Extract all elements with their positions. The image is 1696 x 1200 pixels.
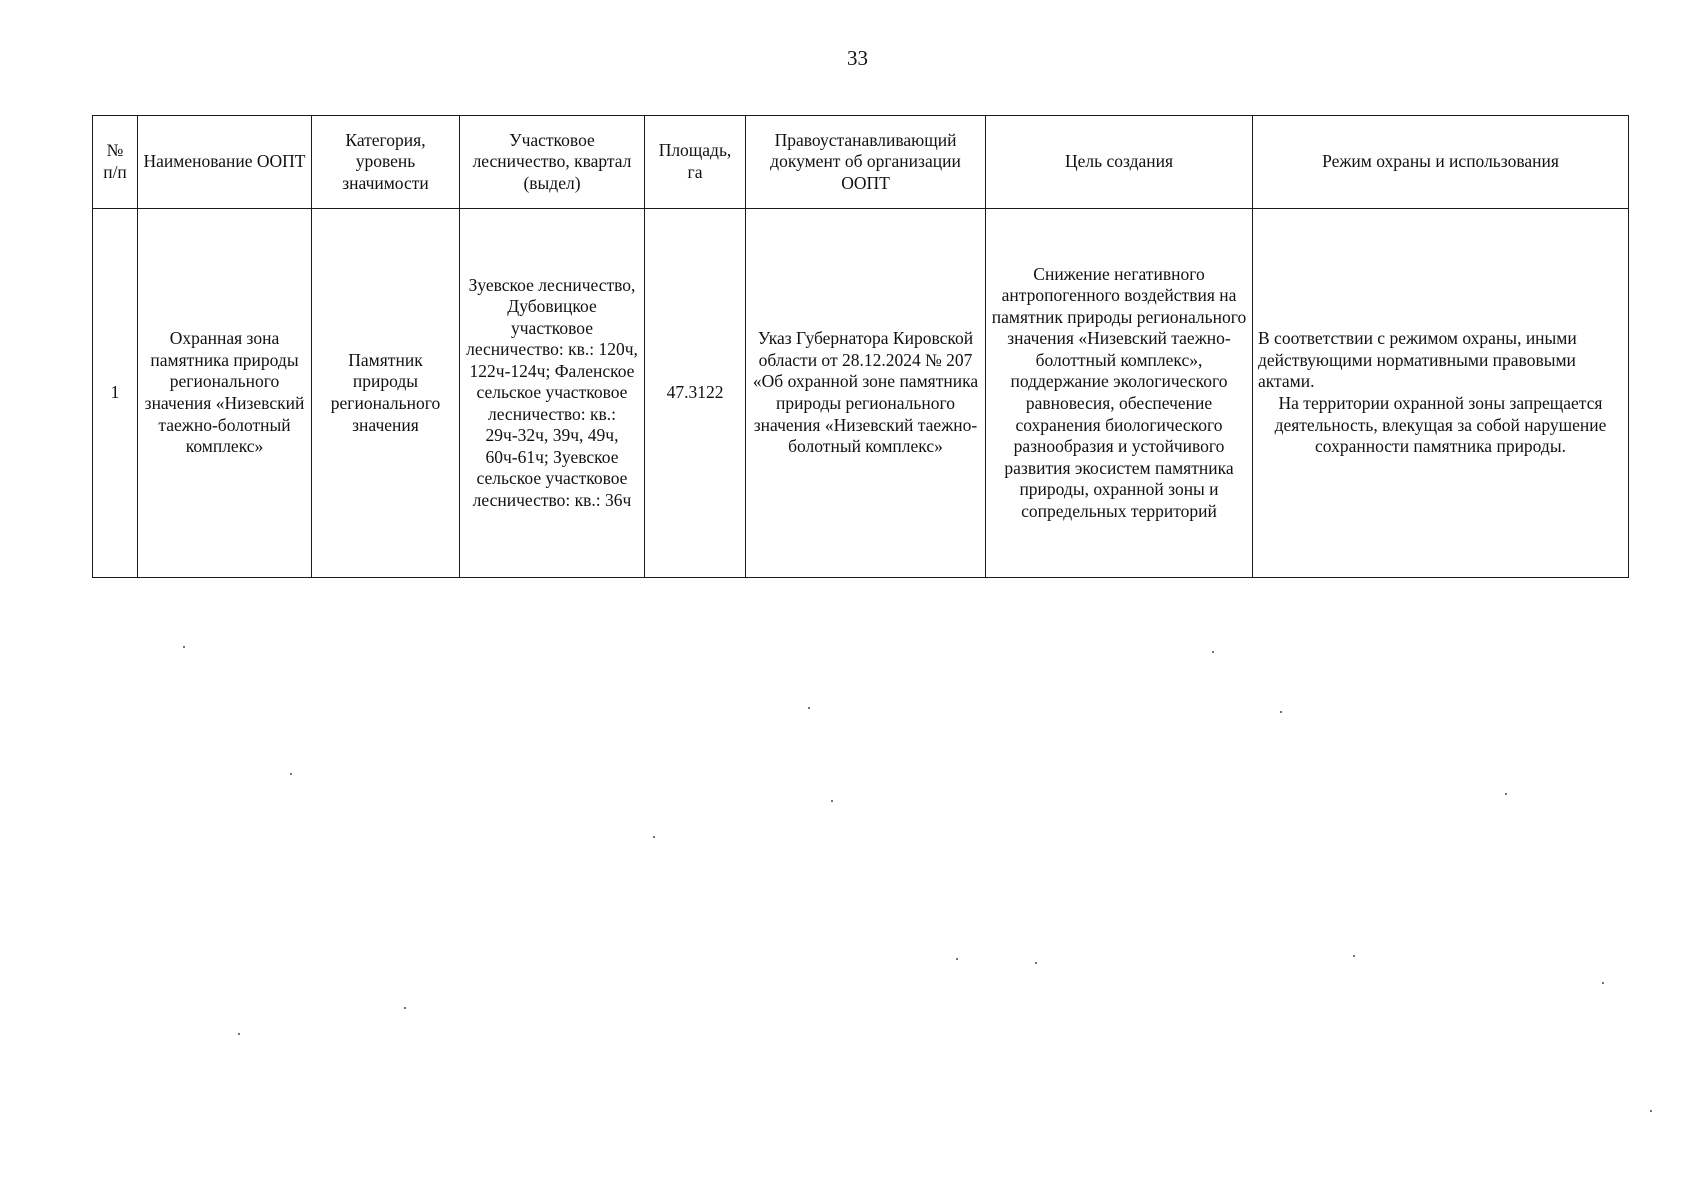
- header-area: Площадь, га: [645, 116, 746, 209]
- header-forestry: Участковое лесничество, квартал (выдел): [460, 116, 645, 209]
- scan-speck: [831, 800, 833, 802]
- mode-text-general: В соответствии с режимом охраны, иными действующими нормативными правовыми актами.: [1258, 328, 1577, 392]
- scan-speck: [290, 773, 292, 775]
- scan-speck: [404, 1007, 406, 1009]
- scan-speck: [183, 646, 185, 648]
- header-category: Категория, уровень значимости: [312, 116, 460, 209]
- scan-speck: [808, 707, 810, 709]
- cell-name: Охранная зона памятника природы регионального значения «Низевский таежно-болотный комплекс»: [138, 209, 312, 578]
- scan-speck: [1212, 651, 1214, 653]
- header-purpose: Цель создания: [986, 116, 1253, 209]
- scan-speck: [1035, 962, 1037, 964]
- scan-speck: [1505, 793, 1507, 795]
- cell-area: 47.3122: [645, 209, 746, 578]
- cell-document: Указ Губернатора Кировской области от 28.12.2024 № 207 «Об охранной зоне памятника природы регионального значения «Низевский таежно-болотный комплекс»: [746, 209, 986, 578]
- mode-text-prohibition: На территории охранной зоны запрещается деятельность, влекущая за собой нарушение сохранности памятника природы.: [1274, 393, 1607, 457]
- oopt-registry-table: [92, 115, 1629, 578]
- scan-speck: [1602, 982, 1604, 984]
- page-number: 33: [847, 46, 868, 70]
- scan-speck: [238, 1033, 240, 1035]
- table-row: [93, 209, 1629, 578]
- table-header-row: [93, 116, 1629, 209]
- cell-number: 1: [93, 209, 138, 578]
- scan-speck: [1353, 955, 1355, 957]
- header-name: Наименование ООПТ: [138, 116, 312, 209]
- header-mode: Режим охраны и использования: [1253, 116, 1629, 209]
- header-document: Правоустанавливающий документ об организации ООПТ: [746, 116, 986, 209]
- scan-speck: [653, 836, 655, 838]
- cell-purpose: Снижение негативного антропогенного воздействия на памятник природы регионального значения «Низевский таежно-болоттный комплекс», поддержание экологического равновесия, обеспечение сохранения биологического разнообразия и устойчивого развития экосистем памятника природы, охранной зоны и сопредельных территорий: [986, 209, 1253, 578]
- scan-speck: [1280, 711, 1282, 713]
- scan-speck: [1650, 1110, 1652, 1112]
- cell-category: Памятник природы регионального значения: [312, 209, 460, 578]
- header-number: № п/п: [93, 116, 138, 209]
- scan-speck: [956, 958, 958, 960]
- cell-mode: [1253, 209, 1629, 578]
- cell-forestry: Зуевское лесничество, Дубовицкое участковое лесничество: кв.: 120ч, 122ч-124ч; Фаленское сельское участковое лесничество: кв.: 29ч-32ч, 39ч, 49ч, 60ч-61ч; Зуевское сельское участковое лесничество: кв.: 36ч: [460, 209, 645, 578]
